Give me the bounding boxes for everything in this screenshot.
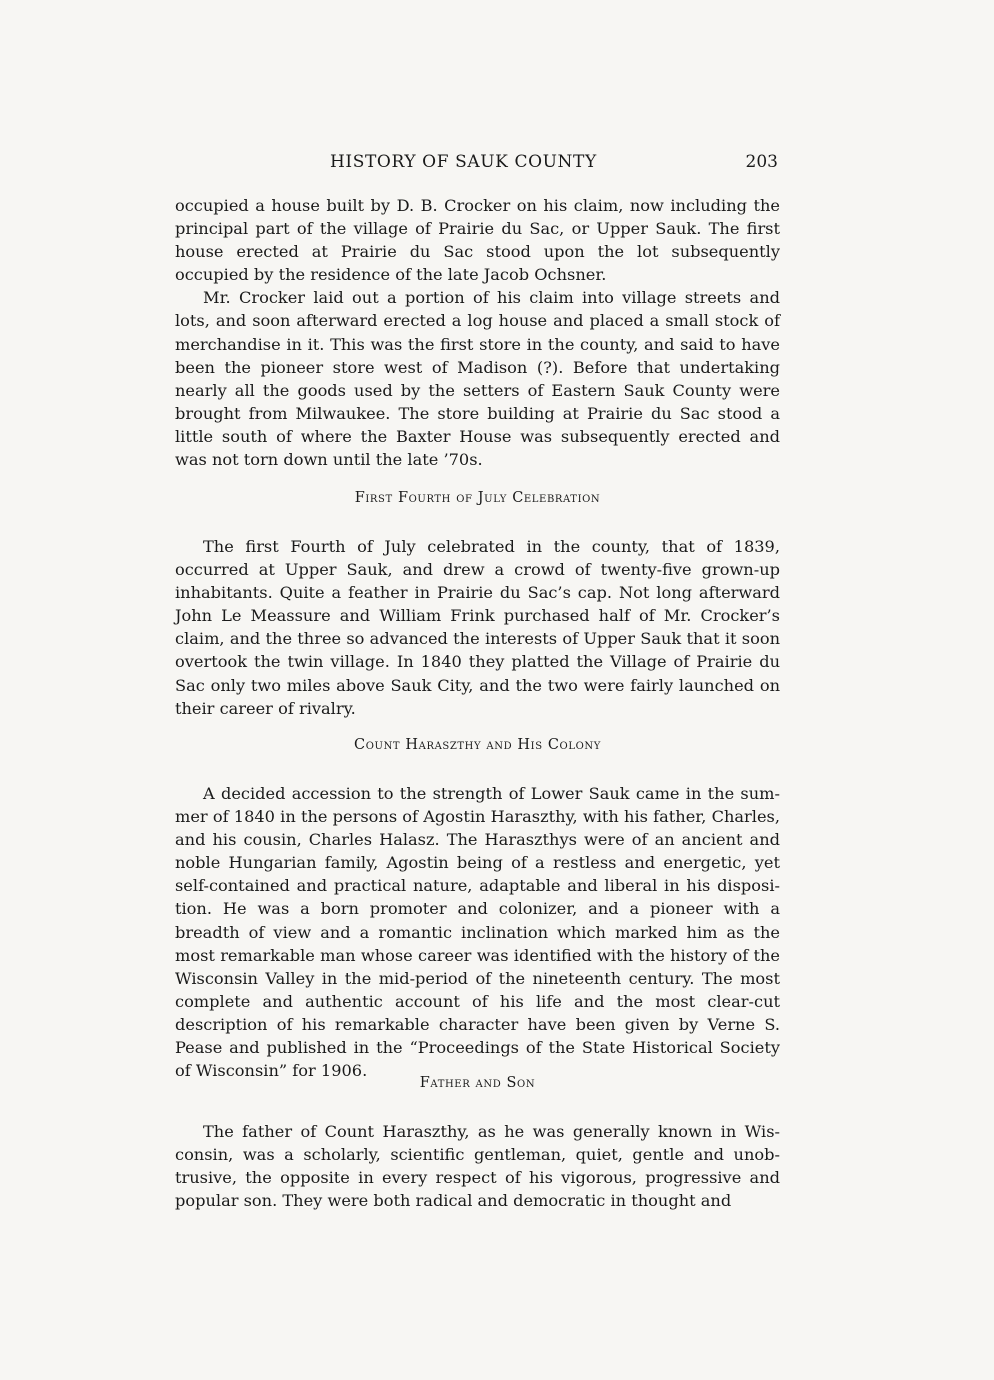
paragraph-2: Mr. Crocker laid out a portion of his claim into village streets and lots, and soon afterward erected a log house and placed a small stock of merchandise in it. This was the first store in the county, and said to have been the pioneer store west of Madison (?). Before that undertaking nearly all the goods used by the setters of Eastern Sauk County were brought from Milwaukee. The store building at Prairie du Sac stood a little south of where the Baxter House was subsequently erected and was not torn down until the late ’70s. bbox=[175, 288, 780, 470]
section-heading-count-haraszthy: Count Haraszthy and His Colony bbox=[354, 737, 601, 753]
section-heading-father-and-son: Father and Son bbox=[419, 1075, 536, 1091]
page-header bbox=[175, 152, 780, 180]
paragraph-1-block bbox=[175, 194, 780, 471]
running-title: HISTORY OF SAUK COUNTY bbox=[330, 152, 597, 172]
paragraph-3: The first Fourth of July celebrated in the county, that of 1839, occurred at Upper Sauk, and drew a crowd of twenty-five grown-up inhabitants. Quite a feather in Prairie du Sac’s cap. Not long afterward John Le Meassure and William Frink purchased half of Mr. Crocker’s claim, and the three so advanced the interests of Upper Sauk that it soon overtook the twin village. In 1840 they platted the Village of Prairie du Sac only two miles above Sauk City, and the two were fairly launched on their career of rivalry. bbox=[175, 537, 780, 718]
paragraph-3-block bbox=[175, 535, 780, 720]
paragraph-1: occupied a house built by D. B. Crocker on his claim, now including the principal part of the village of Prairie du Sac, or Upper Sauk. The first house erected at Prairie du Sac stood upon the lot subsequently occupied by the residence of the late Jacob Ochsner. bbox=[175, 196, 780, 285]
paragraph-4: A decided accession to the strength of Lower Sauk came in the summer of 1840 in the persons of Agostin Haraszthy, with his father, Charles, and his cousin, Charles Halasz. The Haraszthys were of an ancient and noble Hungarian family, Agostin being of a restless and energetic, yet self-contained and practical nature, adaptable and liberal in his disposition. He was a born promoter and colonizer, and a pioneer with a breadth of view and a romantic inclination which marked him as the most remarkable man whose career was identified with the history of the Wisconsin Valley in the mid-period of the nineteenth century. The most complete and authentic account of his life and the most clear-cut description of his remarkable character have been given by Verne S. Pease and published in the “Proceedings of the State Historical Society of Wisconsin” for 1906. bbox=[175, 784, 780, 1081]
paragraph-4-block bbox=[175, 782, 780, 1082]
section-heading-fourth-of-july: First Fourth of July Celebration bbox=[354, 490, 601, 506]
page-number: 203 bbox=[745, 152, 778, 172]
paragraph-5-block bbox=[175, 1120, 780, 1212]
paragraph-5: The father of Count Haraszthy, as he was generally known in Wisconsin, was a scholarly, scientific gentleman, quiet, gentle and unobtrusive, the opposite in every respect of his vigorous, progressive and popular son. They were both radical and democratic in thought and bbox=[175, 1122, 780, 1211]
